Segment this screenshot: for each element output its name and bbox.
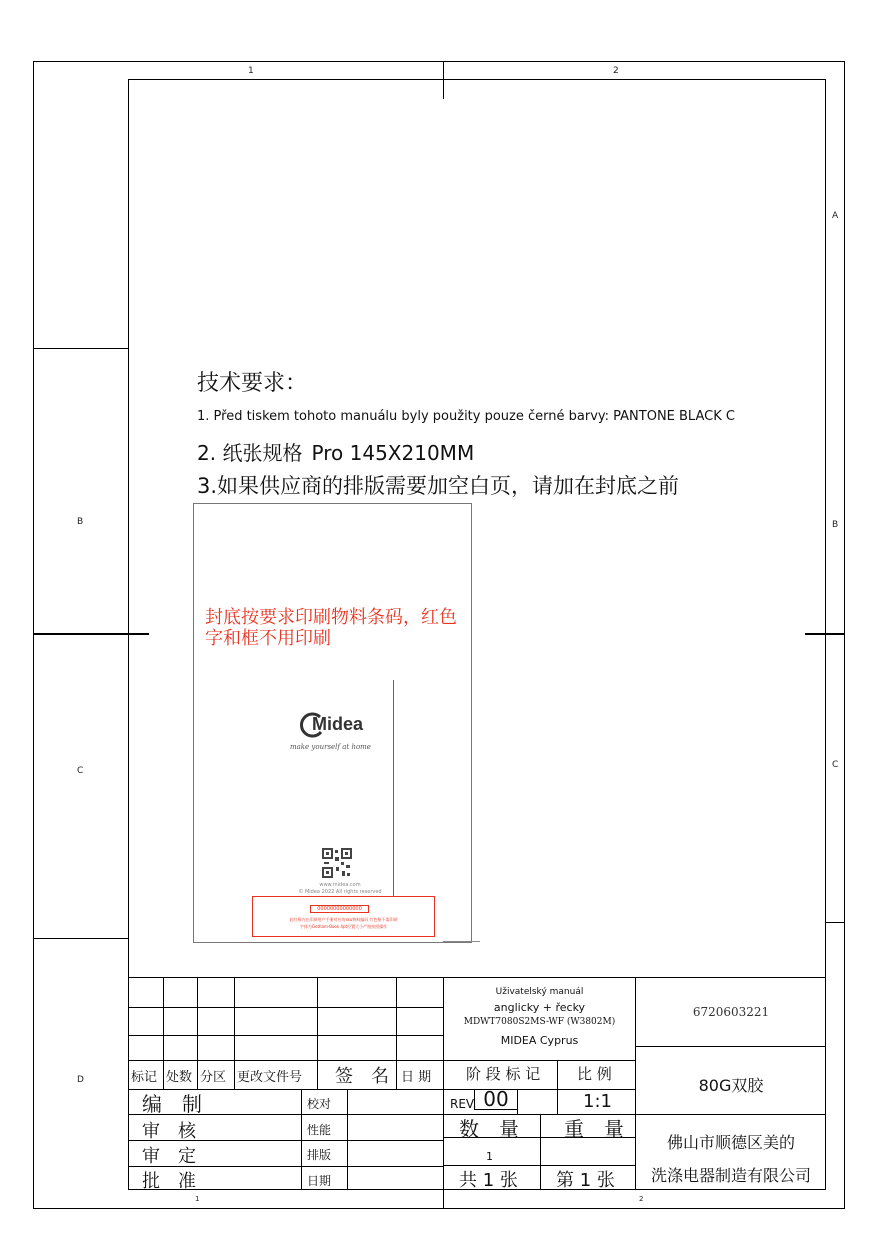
role-review: 审 核	[142, 1121, 196, 1142]
header-change-doc: 更改文件号	[237, 1070, 303, 1085]
scale-label: 比 例	[577, 1065, 612, 1083]
zone-label-top-2: 2	[613, 66, 619, 76]
requirement-item-1: 1. Před tiskem tohoto manuálu byly použity pouze černé barvy: PANTONE BLACK C	[197, 409, 735, 424]
rev-label: REV.	[450, 1097, 477, 1111]
zone-label-right-a: A	[832, 211, 839, 221]
header-date: 日 期	[401, 1070, 432, 1085]
sheet-number: 第 1 张	[556, 1170, 615, 1191]
header-signature: 签 名	[335, 1066, 389, 1087]
barcode-number: 00000000000000	[310, 905, 369, 913]
zone-label-left-d: D	[77, 1075, 84, 1085]
rev-value: 00	[474, 1089, 518, 1110]
zone-label-right-b: B	[832, 520, 839, 530]
barcode-note-1: 此红框内在印刷用户手册对应的sku物料编码 红色框不需印刷	[289, 917, 398, 922]
role-approve-review: 审 定	[142, 1146, 196, 1167]
field-proofread: 校对	[307, 1097, 332, 1111]
manual-title: Uživatelský manuál	[495, 987, 584, 997]
barcode-box	[252, 896, 435, 937]
role-compile: 编 制	[142, 1092, 202, 1116]
zone-label-left-b: B	[77, 517, 84, 527]
manual-languages: anglicky + řecky	[493, 1001, 586, 1014]
website: www.midea.com	[319, 882, 361, 888]
part-number: 6720603221	[692, 1005, 770, 1019]
total-sheets: 共 1 张	[459, 1170, 518, 1191]
customer: MIDEA Cyprus	[500, 1034, 579, 1047]
requirement-item-3: 3.如果供应商的排版需要加空白页，请加在封底之前	[197, 474, 680, 498]
requirements-title: 技术要求：	[197, 371, 308, 396]
copyright: © Midea 2022 All rights reserved	[298, 889, 382, 895]
requirement-item-2-prefix: 2. 纸张规格	[197, 441, 303, 465]
requirement-item-2	[197, 437, 474, 466]
brand-name: Midea	[312, 714, 364, 734]
company-line-1: 佛山市顺德区美的	[666, 1133, 795, 1152]
field-date: 日期	[307, 1174, 332, 1188]
quantity-label: 数 量	[459, 1117, 519, 1141]
brand-slogan: make yourself at home	[290, 743, 371, 751]
weight-label: 重 量	[564, 1117, 624, 1141]
zone-label-top-1: 1	[248, 66, 254, 76]
red-guide-line	[393, 680, 394, 896]
quantity-value: 1	[486, 1150, 493, 1163]
back-cover-note: 封底按要求印刷物料条码，红色字和框不用印刷	[205, 607, 457, 649]
barcode-note-2: 字体为Gotham-Book 4pt位置大小严格按照操作	[299, 924, 388, 929]
field-performance: 性能	[307, 1123, 332, 1137]
qr-code-icon	[322, 848, 352, 878]
company-line-2: 洗涤电器制造有限公司	[650, 1166, 811, 1185]
header-mark: 标记	[131, 1070, 158, 1085]
midea-logo	[298, 710, 388, 742]
role-approve: 批 准	[142, 1171, 196, 1192]
model-number: MDWT7080S2MS-WF (W3802M)	[463, 1017, 616, 1027]
field-layout: 排版	[307, 1148, 332, 1162]
stage-label: 阶 段 标 记	[466, 1065, 541, 1083]
zone-label-left-c: C	[77, 766, 84, 776]
header-count: 处数	[166, 1070, 193, 1085]
header-zone: 分区	[200, 1070, 227, 1085]
material: 80G双胶	[698, 1076, 764, 1095]
scale-value: 1:1	[583, 1091, 612, 1112]
zone-label-bottom-1: 1	[195, 1195, 200, 1203]
zone-label-right-c: C	[832, 760, 839, 770]
requirement-item-2-size: Pro 145X210MM	[311, 441, 475, 465]
back-cover-preview	[193, 503, 472, 943]
zone-label-bottom-2: 2	[639, 1195, 644, 1203]
